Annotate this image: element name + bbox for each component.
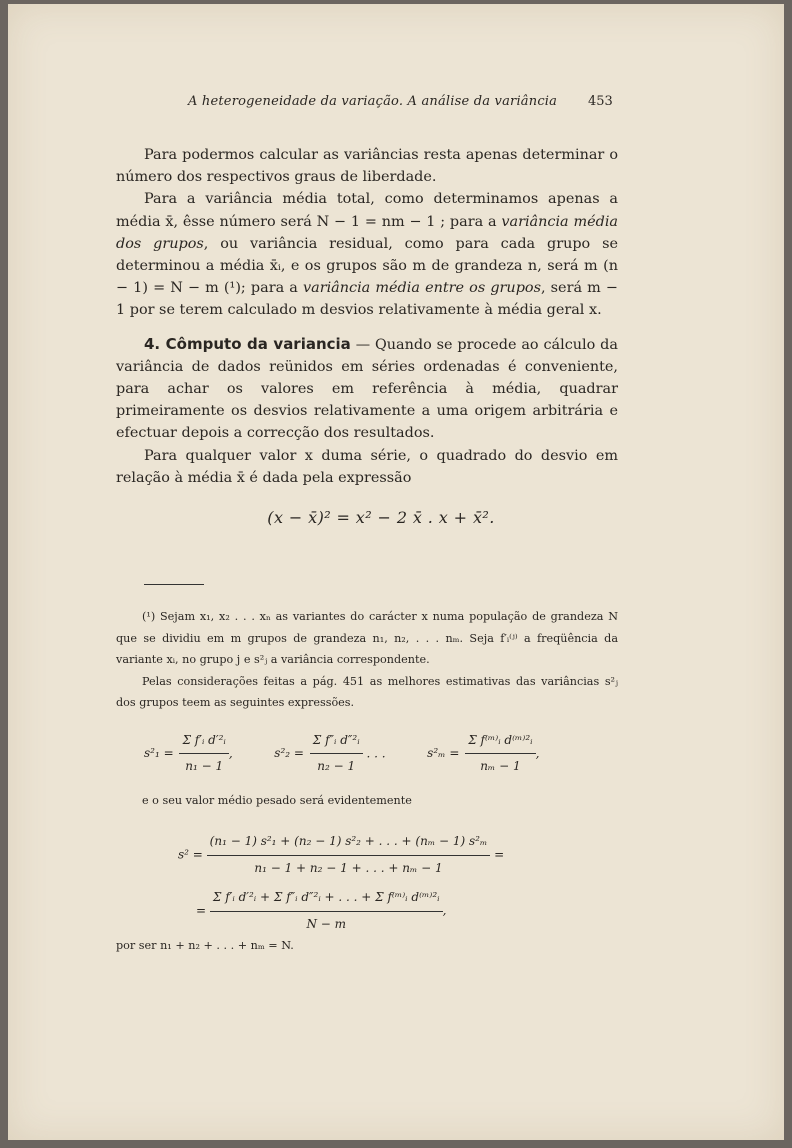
fraction-s2: $\frac{\text{Σ f″ᵢ d″²ᵢ}}{\text{n₂ − 1}}$ xyxy=(310,730,363,778)
section-title: 4. Cômputo da variancia xyxy=(144,334,351,353)
footnote-weighted-mean: e o seu valor médio pesado será evidentemente xyxy=(142,793,412,807)
footnote-estimates: Pelas considerações feitas a pág. 451 as melhores estimativas das variâncias s²ⱼ dos grupos teem as seguintes expressões. xyxy=(116,674,618,709)
fraction-s1: $\frac{\text{Σ f′ᵢ d′²ᵢ}}{\text{n₁ − 1}}$ xyxy=(179,730,228,778)
fraction-sm: $\frac{\text{Σ f⁽ᵐ⁾ᵢ d⁽ᵐ⁾²ᵢ}}{\text{nₘ − 1}}$ xyxy=(465,730,535,778)
main-text xyxy=(116,144,618,529)
weighted-mean-result: = $\frac{\text{Σ f′ᵢ d′²ᵢ + Σ f″ᵢ d″²ᵢ + . . . + Σ f⁽ᵐ⁾ᵢ d⁽ᵐ⁾²ᵢ}}{N - m}$ , xyxy=(196,887,618,935)
weighted-mean-formula: s² = $\frac{\text{(n₁ − 1) s²₁ + (n₂ − 1) s²₂ + . . . + (nₘ − 1) s²ₘ}}{\text{n₁ − 1 + n₂ − 1 + . . . + nₘ − 1}}$ = xyxy=(178,831,618,879)
fraction-weighted-mean: $\frac{\text{(n₁ − 1) s²₁ + (n₂ − 1) s²₂ + . . . + (nₘ − 1) s²ₘ}}{\text{n₁ − 1 + n₂ − 1 + . . . + nₘ − 1}}$ xyxy=(207,831,491,879)
paragraph-section-4: 4. Cômputo da variancia — Quando se procede ao cálculo da variância de dados reünidos em séries ordenadas é conveniente, para achar os valores em referência à média, quadrar primeiramente os desvios relativamente a uma origem arbitrária e efectuar depois a correcção dos resultados. xyxy=(116,334,618,442)
equation-deviation: (x − x̄)² = x² − 2 x̄ . x + x̄². xyxy=(267,508,495,528)
fraction-result: $\frac{\text{Σ f′ᵢ d′²ᵢ + Σ f″ᵢ d″²ᵢ + . . . + Σ f⁽ᵐ⁾ᵢ d⁽ᵐ⁾²ᵢ}}{N - m}$ xyxy=(210,887,443,935)
paragraph-variance-means: Para a variância média total, como determinamos apenas a média x̄, êsse número será N − 1 = nm − 1 ; para a variância média dos grupos, ou variância residual, como para cada grupo se determinou a média x̄ᵢ, e os grupos são m de grandeza n, será m (n − 1) = N − m (¹); para a variância média entre os grupos, será m − 1 por se terem calculado m desvios relativamente à média geral x. xyxy=(116,191,618,319)
group-variance-formulas: s²₁ = $\frac{\text{Σ f′ᵢ d′²ᵢ}}{\text{n₁ − 1}}$ , s²₂ = $\frac{\text{Σ f″ᵢ d″²ᵢ}}{\text{n₂ − 1}}$ . . . s²ₘ = $\frac{\text{Σ f⁽ᵐ⁾ᵢ d⁽ᵐ⁾²ᵢ}}{\text{nₘ − 1}}$ , xyxy=(144,730,618,778)
footnote-1: (¹) Sejam x₁, x₂ . . . xₙ as variantes do carácter x numa população de grandeza N que se dividiu em m grupos de grandeza n₁, n₂, . . . nₘ. Seja f′ᵢ⁽ʲ⁾ a freqüência da variante xᵢ, no grupo j e s²ⱼ a variância correspondente. xyxy=(116,610,618,666)
running-header xyxy=(188,94,628,109)
running-title: A heterogeneidade da variação. A análise da variância xyxy=(188,94,558,109)
paragraph-deviation-square: Para qualquer valor x duma série, o quadrado do desvio em relação à média x̄ é dada pela expressão xyxy=(116,447,618,486)
book-page xyxy=(8,4,784,1140)
footnote-condition: por ser n₁ + n₂ + . . . + nₘ = N. xyxy=(116,939,294,952)
footnotes xyxy=(116,606,618,957)
paragraph-degrees-of-freedom: Para podermos calcular as variâncias resta apenas determinar o número dos respectivos graus de liberdade. xyxy=(116,147,618,186)
footnote-divider xyxy=(144,584,204,585)
page-number: 453 xyxy=(588,94,613,109)
